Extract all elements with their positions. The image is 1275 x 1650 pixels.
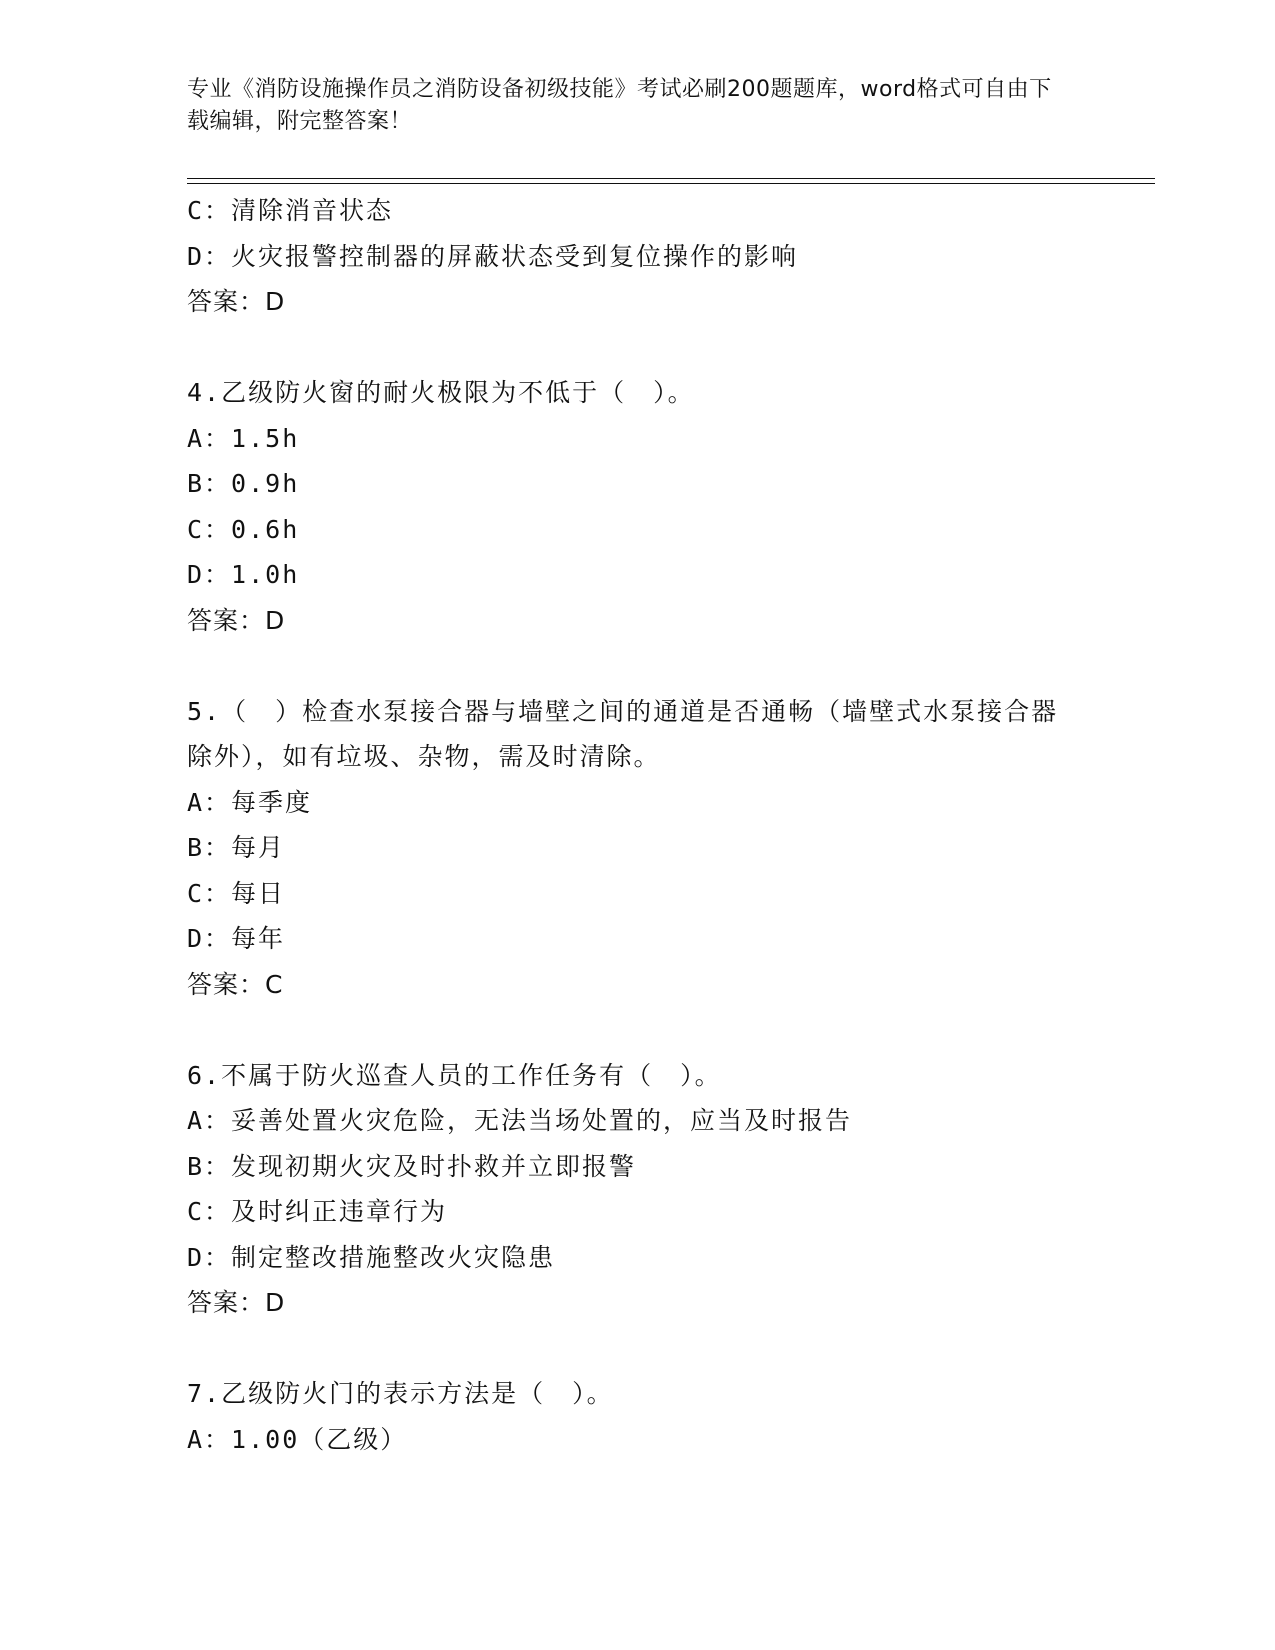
option-c: C：0.6h xyxy=(187,514,300,544)
question-stem: 6.不属于防火巡查人员的工作任务有（ ）。 xyxy=(187,1060,722,1090)
option-d: D：制定整改措施整改火灾隐患 xyxy=(187,1242,556,1272)
option-d: D：每年 xyxy=(187,924,286,953)
question-7 xyxy=(187,1371,1155,1462)
question-stem: 5.（ ）检查水泵接合器与墙壁之间的通道是否通畅（墙壁式水泵接合器除外），如有垃圾、杂物，需及时清除。 xyxy=(187,696,1059,771)
document-header: 专业《消防设施操作员之消防设备初级技能》考试必刷200题题库，word格式可自由下载编辑，附完整答案！ xyxy=(187,77,1052,134)
answer: 答案：D xyxy=(187,287,286,316)
option-d: D：1.0h xyxy=(187,560,300,589)
header-rule-bottom xyxy=(187,183,1155,184)
header-rule-top xyxy=(187,178,1155,179)
option-b: B：发现初期火灾及时扑救并立即报警 xyxy=(187,1151,637,1181)
answer: 答案：D xyxy=(187,605,286,635)
option-c: C：及时纠正违章行为 xyxy=(187,1197,448,1226)
answer: 答案：C xyxy=(187,969,284,999)
option-a: A：妥善处置火灾危险，无法当场处置的，应当及时报告 xyxy=(187,1106,853,1135)
option-c: C：清除消音状态 xyxy=(187,196,394,225)
question-6 xyxy=(187,1053,1155,1326)
question-stem: 7.乙级防火门的表示方法是（ ）。 xyxy=(187,1379,614,1408)
question-4 xyxy=(187,370,1155,643)
question-stem: 4.乙级防火窗的耐火极限为不低于（ ）。 xyxy=(187,378,695,407)
question-3-continuation xyxy=(187,188,1155,325)
option-a: A：每季度 xyxy=(187,787,313,817)
option-b: B：0.9h xyxy=(187,469,300,498)
option-d: D：火灾报警控制器的屏蔽状态受到复位操作的影响 xyxy=(187,241,799,271)
question-5 xyxy=(187,689,1155,1008)
option-a: A：1.00（乙级） xyxy=(187,1424,408,1454)
option-b: B：每月 xyxy=(187,833,286,862)
option-a: A：1.5h xyxy=(187,423,300,453)
answer: 答案：D xyxy=(187,1288,286,1317)
question-list xyxy=(187,188,1155,1462)
option-c: C：每日 xyxy=(187,878,286,908)
